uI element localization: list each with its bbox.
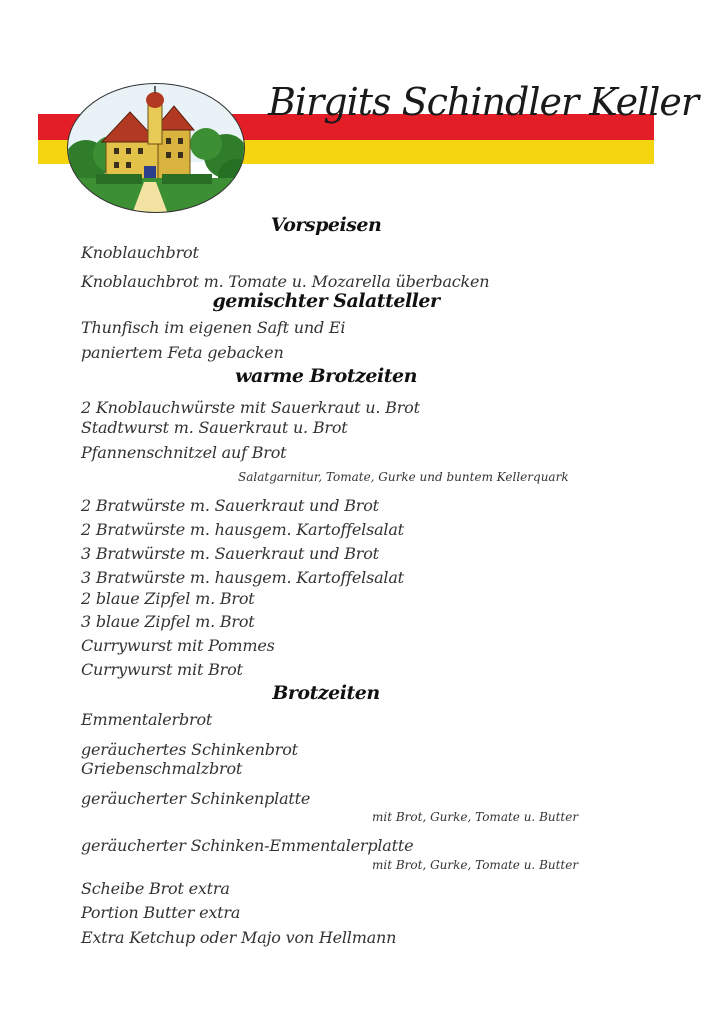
menu-item: geräucherter Schinkenplatte <box>81 789 311 808</box>
menu-item: Griebenschmalzbrot <box>81 759 243 778</box>
menu-item: 3 Bratwürste m. hausgem. Kartoffelsalat <box>81 568 404 587</box>
restaurant-name: Birgits Schindler Keller <box>268 80 699 124</box>
section-heading-warme-brotzeiten: warme Brotzeiten <box>235 365 417 387</box>
menu-item: Currywurst mit Pommes <box>81 636 275 655</box>
menu-item: 2 blaue Zipfel m. Brot <box>81 589 255 608</box>
section-heading-vorspeisen: Vorspeisen <box>270 214 382 236</box>
menu-item-note: mit Brot, Gurke, Tomate u. Butter <box>372 810 579 824</box>
menu-item: 2 Bratwürste m. Sauerkraut und Brot <box>81 496 379 515</box>
menu-item: Pfannenschnitzel auf Brot <box>81 443 287 462</box>
menu-item: geräucherter Schinken-Emmentalerplatte <box>81 836 414 855</box>
section-heading-salatteller: gemischter Salatteller <box>212 290 440 312</box>
menu-item: Emmentalerbrot <box>81 710 213 729</box>
menu-item: 2 Knoblauchwürste mit Sauerkraut u. Brot <box>81 398 420 417</box>
menu-item: geräuchertes Schinkenbrot <box>81 740 298 759</box>
menu-item: 2 Bratwürste m. hausgem. Kartoffelsalat <box>81 520 404 539</box>
menu-item: Knoblauchbrot m. Tomate u. Mozarella überbacken <box>81 272 490 291</box>
menu-item: Portion Butter extra <box>81 903 241 922</box>
menu-item: 3 blaue Zipfel m. Brot <box>81 612 255 631</box>
menu-item-note: mit Brot, Gurke, Tomate u. Butter <box>372 858 579 872</box>
menu-item: Extra Ketchup oder Majo von Hellmann <box>81 928 397 947</box>
header <box>0 0 725 220</box>
menu-item: Currywurst mit Brot <box>81 660 243 679</box>
menu-item: Scheibe Brot extra <box>81 879 230 898</box>
menu-item: Stadtwurst m. Sauerkraut u. Brot <box>81 418 348 437</box>
menu-item: Knoblauchbrot <box>81 243 199 262</box>
section-heading-brotzeiten: Brotzeiten <box>272 682 380 704</box>
menu-item: 3 Bratwürste m. Sauerkraut und Brot <box>81 544 379 563</box>
menu-item: paniertem Feta gebacken <box>81 343 284 362</box>
menu-item-note: Salatgarnitur, Tomate, Gurke und buntem Kellerquark <box>238 470 569 484</box>
menu-item: Thunfisch im eigenen Saft und Ei <box>81 318 346 337</box>
castle-logo-icon <box>66 82 246 214</box>
